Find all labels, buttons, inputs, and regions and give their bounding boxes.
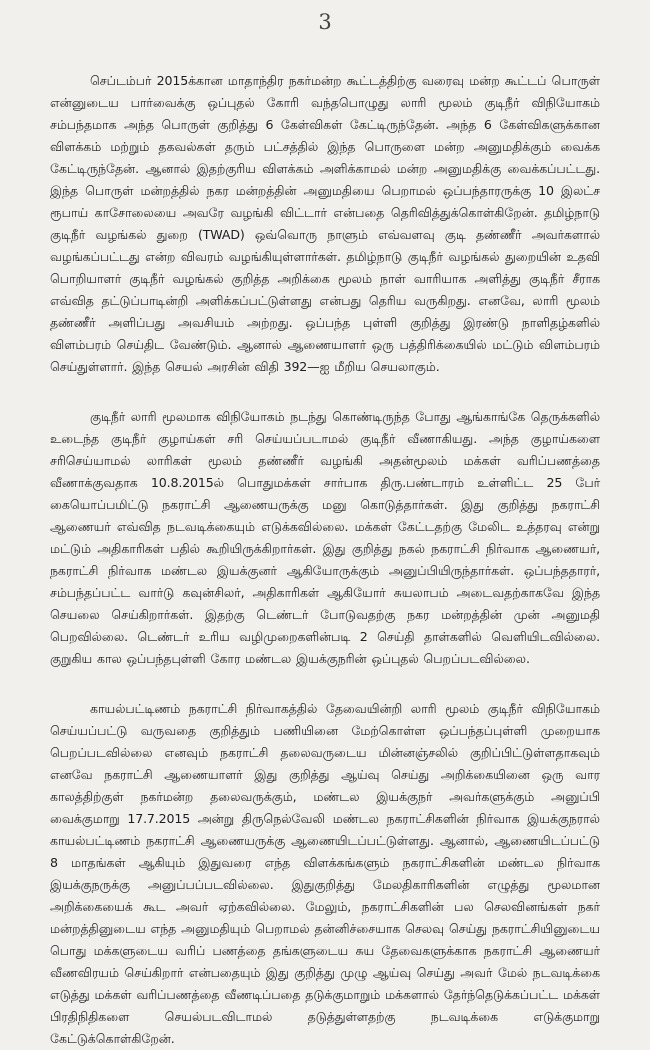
paragraph-3: காயல்பட்டிணம் நகராட்சி நிர்வாகத்தில் தேவையின்றி லாரி மூலம் குடிநீர் விநியோகம் செய்யப்பட்டு வருவதை குறித்தும் பணியினை மேற்கொள்ள ஒப்பந்தப்புள்ளி முறையாக பெறப்படவில்லை எனவும் நகராட்சி தலைவருடைய மின்னஞ்சலில் குறிப்பிட்டுள்ளதாகவும் எனவே நகராட்சி ஆணையாளர் இது குறித்து ஆய்வு செய்து அறிக்கையினை ஒரு வார காலத்திற்குள் நகர்மன்ற தலைவருக்கும், மண்டல இயக்குநர் அவர்களுக்கும் அனுப்பி வைக்குமாறு 17.7.2015 அன்று திருநெல்வேலி மண்டல நகராட்சிகளின் நிர்வாக இயக்குநரால் காயல்பட்டிணம் நகராட்சி ஆணையருக்கு ஆணையிடப்பட்டுள்ளது. ஆனால், ஆணையிடப்பட்டு 8 மாதங்கள் ஆகியும் இதுவரை எந்த விளக்கங்களும் நகராட்சிகளின் மண்டல நிர்வாக இயக்குநருக்கு அனுப்பப்படவில்லை. இதுகுறித்து மேலதிகாரிகளின் எழுத்து மூலமான அறிக்கையைக் கூட அவர் ஏற்கவில்லை. மேலும், நகராட்சிகளின் பல செலவினங்கள் நகர் மன்றத்தினுடைய எந்த அனுமதியும் பெறாமல் தன்னிச்சையாக செலவு செய்து நகராட்சியினுடைய பொது மக்களுடைய வரிப் பணத்தை தங்களுடைய சுய தேவைகளுக்காக நகராட்சி ஆணையர் வீணவிரயம் செய்கிறார் என்பதையும் இது குறித்து முழு ஆய்வு செய்து அவர் மேல் நடவடிக்கை எடுத்து மக்கள் வரிப்பணத்தை வீணடிப்பதை தடுக்குமாறும் மக்களால் தேர்ந்தெடுக்கப்பட்ட மக்கள் பிரதிநிதிகளை செயல்படவிடாமல் தடுத்துள்ளதற்கு நடவடிக்கை எடுக்குமாறு கேட்டுக்கொள்கிறேன். [50, 701, 600, 1046]
paragraph-2: குடிநீர் லாரி மூலமாக விநியோகம் நடந்து கொண்டிருந்த போது ஆங்காங்கே தெருக்களில் உடைந்த குடிநீர் குழாய்கள் சரி செய்யப்படாமல் குடிநீர் வீணாகியது. அந்த குழாய்களை சரிசெய்யாமல் லாரிகள் மூலம் தண்ணீர் வழங்கி அதன்மூலம் மக்கள் வரிப்பணத்தை வீணாக்குவதாக 10.8.2015ல் பொதுமக்கள் சார்பாக திரு.பண்டாரம் உள்ளிட்ட 25 பேர் கையொப்பமிட்டு நகராட்சி ஆணையருக்கு மனு கொடுத்தார்கள். இது குறித்து நகராட்சி ஆணையர் எவ்வித நடவடிக்கையும் எடுக்கவில்லை. மக்கள் கேட்டதற்கு மேலிட உத்தரவு என்று மட்டும் அதிகாரிகள் பதில் கூறியிருக்கிறார்கள். இது குறித்து நகல் நகராட்சி நிர்வாக ஆணையர், நகராட்சி நிர்வாக மண்டல இயக்குனர் ஆகியோருக்கும் அனுப்பியிருந்தார்கள். ஒப்பந்ததாரர், சம்பந்தப்பட்ட வார்டு கவுன்சிலர், அதிகாரிகள் ஆகியோர் சுயலாபம் அடைவதற்காகவே இந்த செயலை செய்கிறார்கள். இதற்கு டெண்டர் போடுவதற்கு நகர மன்றத்தின் முன் அனுமதி பெறவில்லை. டெண்டர் உரிய வழிமுறைகளின்படி 2 செய்தி தாள்களில் வெளியிடவில்லை. குறுகிய கால ஒப்பந்தபுள்ளி கோர மண்டல இயக்குநரின் ஒப்புதல் பெறப்படவில்லை. [50, 409, 600, 666]
paragraph-1: செப்டம்பர் 2015க்கான மாதாந்திர நகர்மன்ற கூட்டத்திற்கு வரைவு மன்ற கூட்டப் பொருள் என்னுடைய பார்வைக்கு ஒப்புதல் கோரி வந்தபொழுது லாரி மூலம் குடிநீர் விநியோகம் சம்பந்தமாக அந்த பொருள் குறித்து 6 கேள்விகள் கேட்டிருந்தேன். அந்த 6 கேள்விகளுக்கான விளக்கம் மற்றும் தகவல்கள் தரும் பட்சத்தில் இந்த பொருளை மன்ற அனுமதிக்கும் வைக்க கேட்டிருந்தேன். ஆனால் இதற்குரிய விளக்கம் அளிக்காமல் மன்ற அனுமதிக்கு வைக்கப்பட்டது. இந்த பொருள் மன்றத்தில் நகர மன்றத்தின் அனுமதியை பெறாமல் ஒப்பந்தாரருக்கு 10 இலட்ச ரூபாய் காசோலையை அவரே வழங்கி விட்டார் என்பதை தெரிவித்துக்கொள்கிறேன். தமிழ்நாடு குடிநீர் வழங்கல் துறை (TWAD) ஒவ்வொரு நாளும் எவ்வளவு குடி தண்ணீர் அவர்களால் வழங்கப்பட்டது என்ற விவரம் வழங்கியுள்ளார்கள். தமிழ்நாடு குடிநீர் வழங்கல் துறையின் உதவி பொறியாளர் குடிநீர் வழங்கல் குறித்த அறிக்கை மூலம் நாள் வாரியாக அளித்து குடிநீர் சீராக எவ்வித தட்டுப்பாடின்றி அளிக்கப்பட்டுள்ளது என்பது தெரிய வருகிறது. எனவே, லாரி மூலம் தண்ணீர் அளிப்பது அவசியம் அற்றது. ஒப்பந்த புள்ளி குறித்து இரண்டு நாளிதழ்களில் விளம்பரம் செய்திட வேண்டும். ஆனால் ஆணையாளர் ஒரு பத்திரிக்கையில் மட்டும் விளம்பரம் செய்துள்ளார். இந்த செயல் அரசின் விதி 392—ஐ மீறிய செயலாகும். [50, 73, 600, 374]
page-number: 3 [318, 10, 332, 34]
